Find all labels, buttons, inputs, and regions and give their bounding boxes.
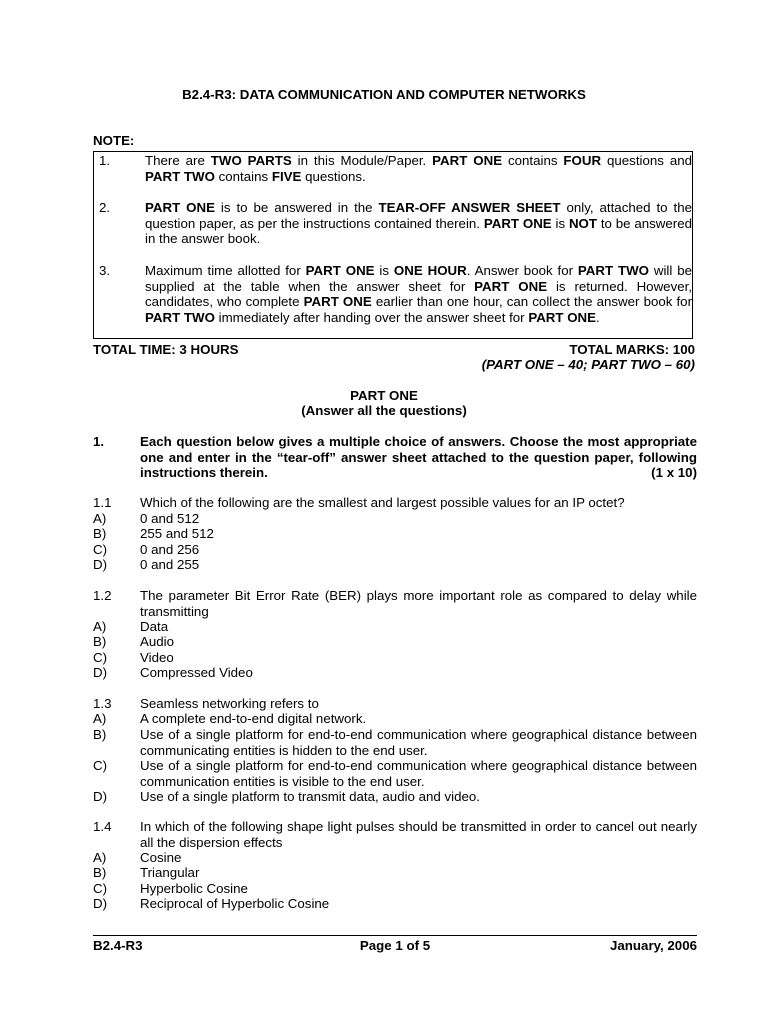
option-text: 255 and 512	[140, 526, 214, 541]
option-text: 0 and 512	[140, 511, 200, 526]
note-heading: NOTE:	[93, 133, 135, 148]
option-label: C)	[93, 881, 108, 896]
question-main-text: Each question below gives a multiple choice of answers. Choose the most appropriate one and enter in the “tear-off” answer sheet attached to the question paper, following instructions therein. (1 x 10)	[140, 434, 697, 480]
total-time: TOTAL TIME: 3 HOURS	[93, 342, 239, 357]
part-heading: PART ONE	[350, 388, 418, 403]
option-label: A)	[93, 511, 107, 526]
option-label: B)	[93, 526, 107, 541]
option-text: Use of a single platform for end-to-end communication where geographical distance between communicating entities is hidden to the end user.	[140, 727, 697, 758]
option-label: D)	[93, 789, 108, 804]
option-label: D)	[93, 896, 108, 911]
option-label: B)	[93, 727, 107, 742]
note-number: 1.	[99, 153, 111, 168]
question-number: 1.4	[93, 819, 112, 834]
option-label: B)	[93, 865, 107, 880]
marks-split: (PART ONE – 40; PART TWO – 60)	[481, 357, 695, 372]
option-label: D)	[93, 665, 108, 680]
footer-code: B2.4-R3	[93, 938, 143, 953]
option-text: Compressed Video	[140, 665, 253, 680]
option-text: Data	[140, 619, 169, 634]
option-text: Use of a single platform to transmit data, audio and video.	[140, 789, 480, 804]
option-text: 0 and 256	[140, 542, 200, 557]
option-text: A complete end-to-end digital network.	[140, 711, 367, 726]
option-text: Audio	[140, 634, 175, 649]
page-title: B2.4-R3: DATA COMMUNICATION AND COMPUTER NETWORKS	[182, 87, 586, 102]
option-label: D)	[93, 557, 108, 572]
question-number: 1.3	[93, 696, 112, 711]
note-box	[93, 151, 693, 339]
option-label: C)	[93, 650, 108, 665]
option-label: A)	[93, 619, 107, 634]
question-main-marks: (1 x 10)	[651, 465, 697, 480]
note-text: There are TWO PARTS in this Module/Paper. PART ONE contains FOUR questions and PART TWO contains FIVE questions.	[145, 153, 693, 184]
option-text: Video	[140, 650, 174, 665]
option-text: Use of a single platform for end-to-end communication where geographical distance between communication entities is visible to the end user.	[140, 758, 697, 789]
footer-page-number: Page 1 of 5	[359, 938, 431, 953]
option-label: A)	[93, 850, 107, 865]
option-text: 0 and 255	[140, 557, 200, 572]
note-text: PART ONE is to be answered in the TEAR-OFF ANSWER SHEET only, attached to the question paper, as per the instructions contained therein. PART ONE is NOT to be answered in the answer book.	[145, 200, 693, 246]
footer-date: January, 2006	[610, 938, 697, 953]
note-number: 3.	[99, 263, 111, 278]
option-text: Triangular	[140, 865, 200, 880]
part-subheading: (Answer all the questions)	[301, 403, 467, 418]
option-text: Reciprocal of Hyperbolic Cosine	[140, 896, 330, 911]
footer-rule	[93, 935, 697, 936]
question-main-number: 1.	[93, 434, 105, 449]
question-number: 1.1	[93, 495, 112, 510]
option-label: C)	[93, 542, 108, 557]
option-label: A)	[93, 711, 107, 726]
option-text: Hyperbolic Cosine	[140, 881, 248, 896]
total-marks: TOTAL MARKS: 100	[569, 342, 695, 357]
note-number: 2.	[99, 200, 111, 215]
option-label: C)	[93, 758, 108, 773]
option-text: Cosine	[140, 850, 182, 865]
question-number: 1.2	[93, 588, 112, 603]
option-label: B)	[93, 634, 107, 649]
note-text: Maximum time allotted for PART ONE is ONE HOUR. Answer book for PART TWO will be supplied at the table when the answer sheet for PART ONE is returned. However, candidates, who complete PART ONE earlier than one hour, can collect the answer book for PART TWO immediately after handing over the answer sheet for PART ONE.	[145, 263, 693, 325]
